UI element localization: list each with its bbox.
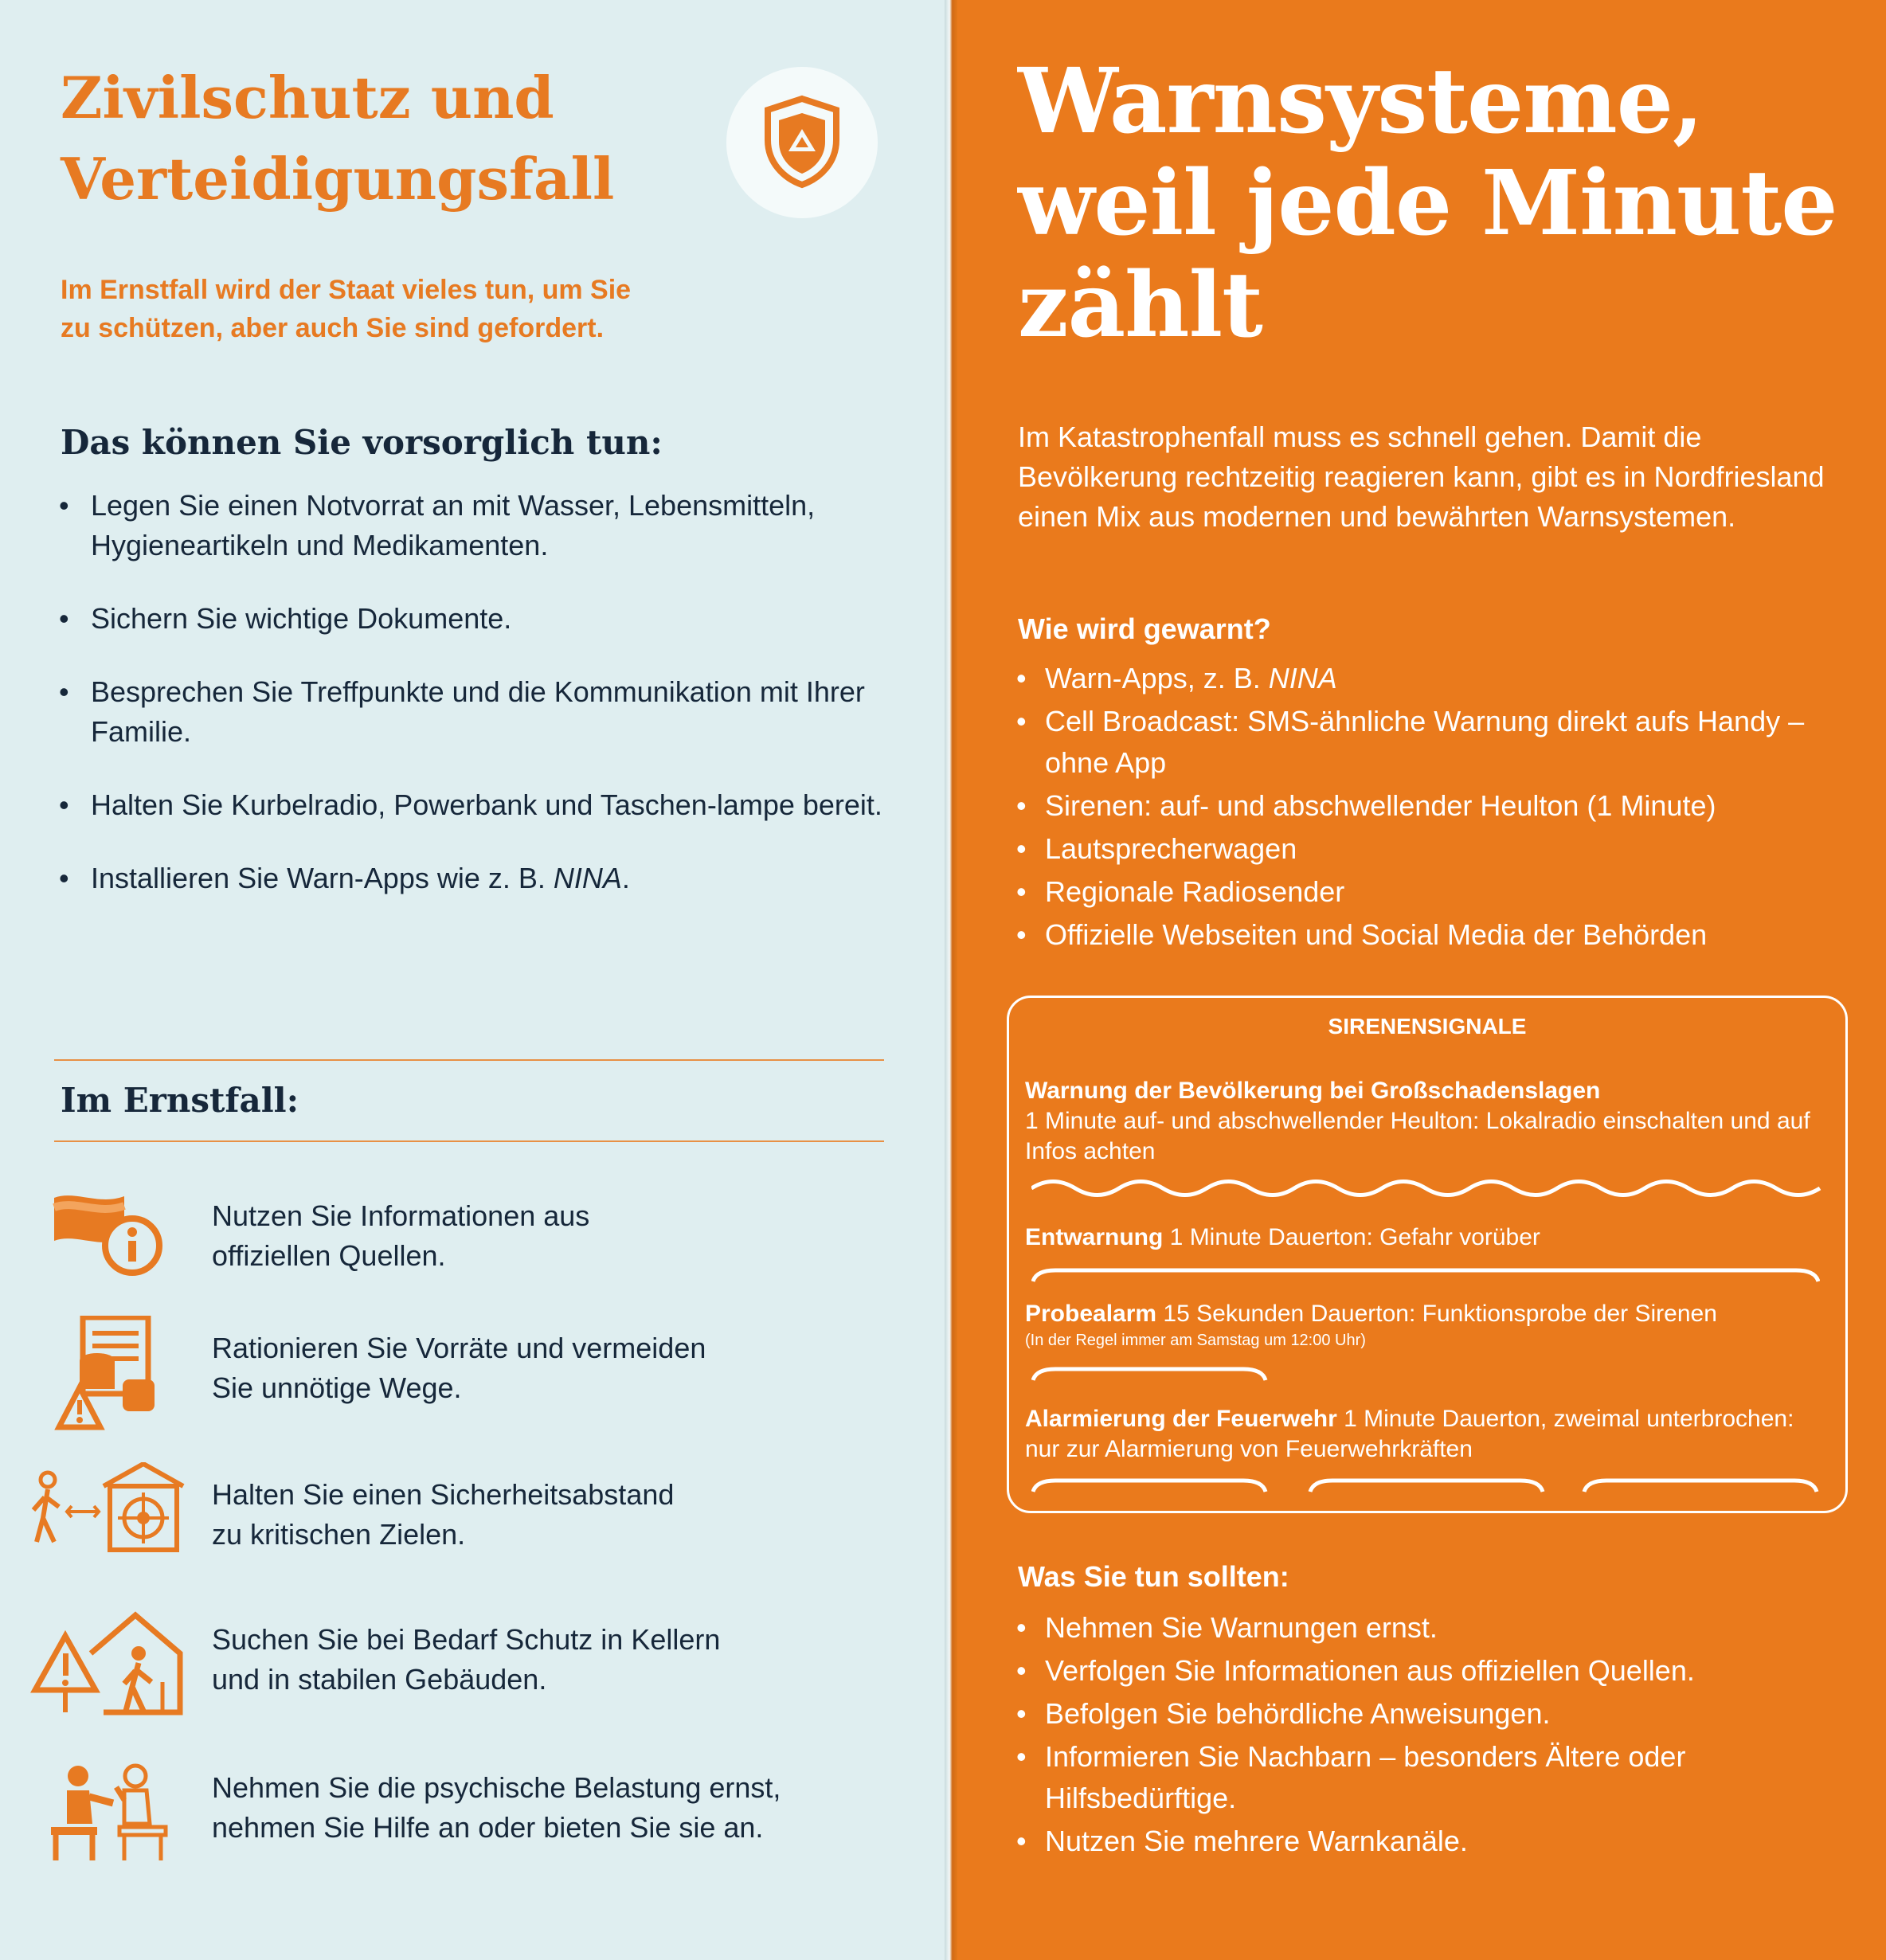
left-title	[61, 57, 614, 220]
left-intro	[61, 271, 777, 347]
list-item: • Befolgen Sie behördliche Anweisungen.	[1013, 1693, 1873, 1735]
right-title-line2: weil jede Minute	[1018, 151, 1837, 256]
short-tone-icon	[1031, 1364, 1270, 1383]
signal-note: (In der Regel immer am Samstag um 12:00 Uhr)	[1025, 1332, 1366, 1349]
list-item: • Regionale Radiosender	[1013, 871, 1873, 913]
list-item: • Informieren Sie Nachbarn – besonders Ältere oder Hilfsbedürftige.	[1013, 1736, 1873, 1819]
emergency-line: zu kritischen Zielen.	[212, 1518, 466, 1551]
emergency-line: Suchen Sie bei Bedarf Schutz in Kellern	[212, 1623, 721, 1656]
emergency-text	[212, 1620, 913, 1700]
warn-app-name: NINA	[1268, 662, 1337, 694]
nina-app-name: NINA	[553, 862, 622, 894]
emergency-line: Sie unnötige Wege.	[212, 1371, 462, 1404]
list-item: • Legen Sie einen Notvorrat an mit Wasser, Lebensmitteln, Hygieneartikeln und Medikamenten.	[56, 486, 892, 565]
siren-signal-allclear	[1025, 1223, 1829, 1253]
warn-heading: Wie wird gewarnt?	[1018, 612, 1271, 645]
interrupted-tone-icon	[1031, 1476, 1820, 1495]
emergency-item	[0, 1316, 951, 1443]
emergency-text	[212, 1768, 913, 1848]
emergency-line: und in stabilen Gebäuden.	[212, 1663, 547, 1696]
todo-list	[1013, 1607, 1873, 1864]
siren-signal-firebrigade	[1025, 1404, 1829, 1465]
emergency-item	[0, 1462, 951, 1590]
list-item	[1013, 658, 1873, 699]
nina-prefix: Installieren Sie Warn-Apps wie z. B.	[91, 862, 554, 894]
siren-signal-test	[1025, 1299, 1829, 1352]
emergency-text	[212, 1196, 913, 1276]
shelter-house-icon	[27, 1607, 186, 1727]
shield-warning-icon	[758, 94, 846, 190]
warn-app-prefix: Warn-Apps, z. B.	[1045, 662, 1269, 694]
divider	[54, 1059, 884, 1061]
signal-name: Alarmierung der Feuerwehr	[1025, 1406, 1337, 1432]
signal-name: Probealarm	[1025, 1301, 1157, 1327]
left-title-line1: Zivilschutz und	[61, 64, 554, 131]
signal-desc: 1 Minute Dauerton, zweimal unterbrochen: nur zur Alarmierung von Feuerwehrkräften	[1025, 1406, 1794, 1462]
list-item: • Sichern Sie wichtige Dokumente.	[56, 599, 892, 639]
emergency-text	[212, 1475, 913, 1555]
emergency-line: Nutzen Sie Informationen aus	[212, 1199, 590, 1232]
divider	[54, 1140, 884, 1142]
left-title-line2: Verteidigungsfall	[61, 145, 615, 213]
right-title-line1: Warnsysteme,	[1018, 49, 1703, 154]
warn-list	[1013, 658, 1873, 957]
right-title-line3: zählt	[1018, 253, 1262, 358]
left-intro-line2: zu schützen, aber auch Sie sind gefordert.	[61, 313, 605, 343]
precaution-heading: Das können Sie vorsorglich tun:	[61, 423, 663, 462]
emergency-line: Halten Sie einen Sicherheitsabstand	[212, 1478, 675, 1511]
precaution-list	[56, 486, 892, 932]
signal-desc: 1 Minute Dauerton: Gefahr vorüber	[1169, 1224, 1540, 1250]
list-item	[56, 859, 892, 898]
list-item: • Cell Broadcast: SMS-ähnliche Warnung direkt aufs Handy – ohne App	[1013, 701, 1873, 784]
left-intro-line1: Im Ernstfall wird der Staat vieles tun, um Sie	[61, 275, 632, 305]
distance-target-icon	[27, 1462, 186, 1582]
signal-desc: 1 Minute auf- und abschwellender Heulton: Lokalradio einschalten und auf Infos achten	[1025, 1108, 1810, 1164]
todo-heading: Was Sie tun sollten:	[1018, 1560, 1289, 1593]
emergency-line: nehmen Sie Hilfe an oder bieten Sie sie an.	[212, 1811, 764, 1844]
shield-badge	[726, 67, 878, 218]
nina-suffix: .	[621, 862, 630, 894]
list-item: • Verfolgen Sie Informationen aus offiziellen Quellen.	[1013, 1650, 1873, 1692]
list-item: • Halten Sie Kurbelradio, Powerbank und Taschen-lampe bereit.	[56, 785, 892, 825]
list-item: • Sirenen: auf- und abschwellender Heulton (1 Minute)	[1013, 785, 1873, 827]
supplies-warning-icon	[27, 1316, 186, 1435]
siren-signals-box	[1007, 996, 1848, 1513]
right-title	[1018, 51, 1837, 357]
continuous-tone-icon	[1031, 1266, 1820, 1285]
emergency-item	[0, 1607, 951, 1735]
emergency-text	[212, 1328, 913, 1408]
emergency-item	[0, 1183, 951, 1311]
siren-signal-warning	[1025, 1076, 1829, 1167]
flag-info-icon	[27, 1183, 186, 1303]
emergency-heading: Im Ernstfall:	[61, 1081, 299, 1120]
emergency-line: offiziellen Quellen.	[212, 1239, 446, 1272]
emergency-line: Nehmen Sie die psychische Belastung ernst,	[212, 1771, 781, 1804]
signal-name: Entwarnung	[1025, 1224, 1164, 1250]
emergency-item	[0, 1755, 951, 1883]
emergency-line: Rationieren Sie Vorräte und vermeiden	[212, 1332, 706, 1364]
support-people-icon	[27, 1755, 186, 1875]
list-item: • Nehmen Sie Warnungen ernst.	[1013, 1607, 1873, 1649]
right-intro: Im Katastrophenfall muss es schnell gehen. Damit die Bevölkerung rechtzeitig reagieren kann, gibt es in Nordfriesland einen Mix aus modernen und bewährten Warnsystemen.	[1018, 421, 1825, 533]
list-item: • Lautsprecherwagen	[1013, 828, 1873, 870]
list-item: • Besprechen Sie Treffpunkte und die Kommunikation mit Ihrer Familie.	[56, 672, 892, 752]
wave-signal-icon	[1031, 1175, 1828, 1202]
signal-desc: 15 Sekunden Dauerton: Funktionsprobe der Sirenen	[1163, 1301, 1717, 1327]
list-item: • Offizielle Webseiten und Social Media der Behörden	[1013, 914, 1873, 956]
siren-title: SIRENENSIGNALE	[1328, 1014, 1527, 1039]
list-item: • Nutzen Sie mehrere Warnkanäle.	[1013, 1821, 1873, 1862]
signal-name: Warnung der Bevölkerung bei Großschadenslagen	[1025, 1078, 1601, 1104]
